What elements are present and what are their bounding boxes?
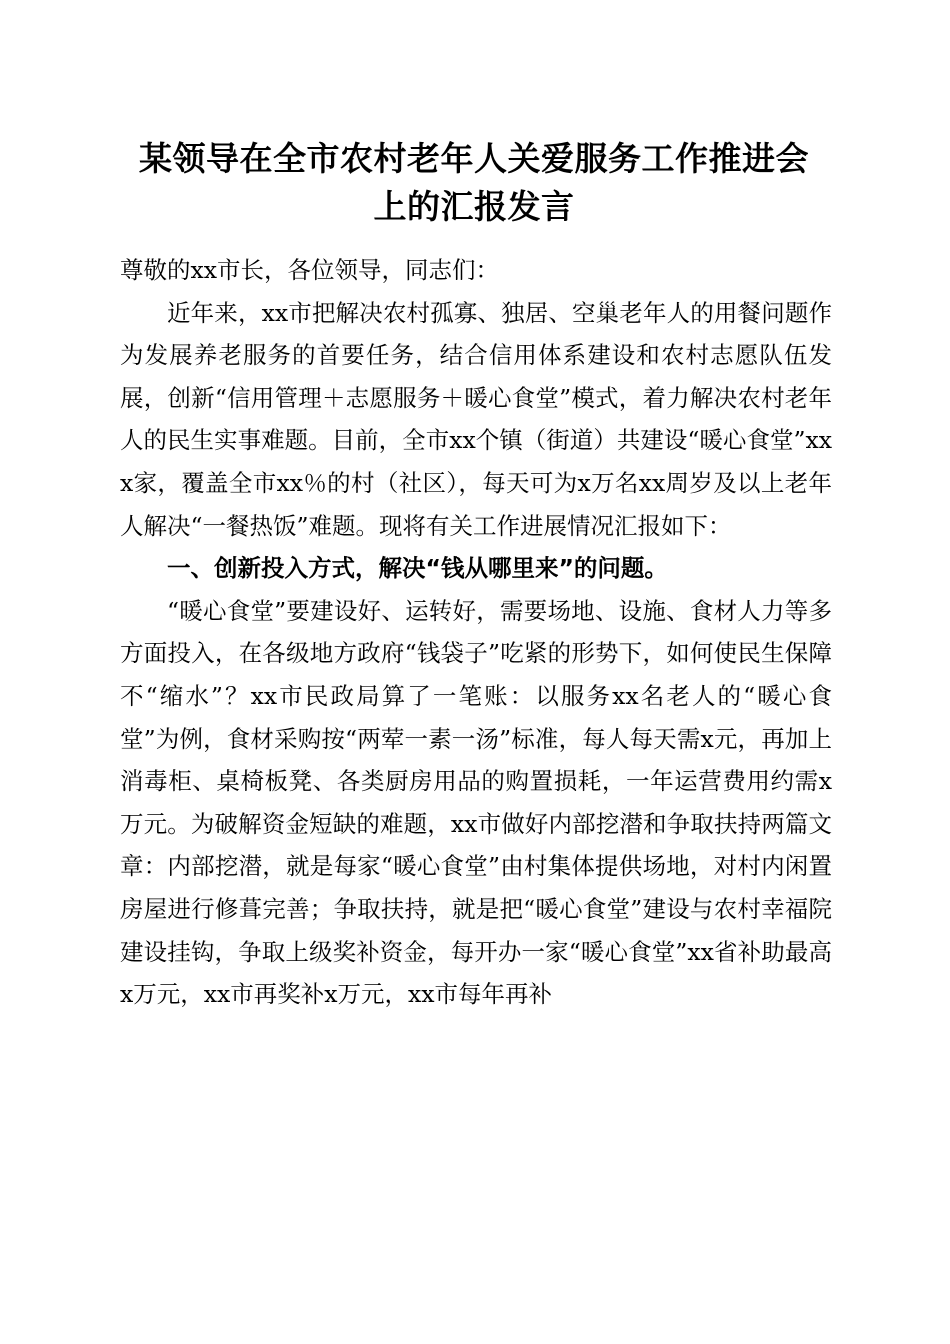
section-paragraph-1: “暖心食堂”要建设好、运转好，需要场地、设施、食材人力等多方面投入，在各级地方政府“钱袋子”吃紧的形势下，如何使民生保障不“缩水”？xx市民政局算了一笔账：以服务xx名老人的“暖心食堂”为例，食材采购按“两荤一素一汤”标准，每人每天需x元，再加上消毒柜、桌椅板凳、各类厨房用品的购置损耗，一年运营费用约需x万元。为破解资金短缺的难题，xx市做好内部挖潜和争取扶持两篇文章：内部挖潜，就是每家“暖心食堂”由村集体提供场地，对村内闲置房屋进行修葺完善；争取扶持，就是把“暖心食堂”建设与农村幸福院建设挂钩，争取上级奖补资金，每开办一家“暖心食堂”xx省补助最高x万元，xx市再奖补x万元，xx市每年再补 <box>120 596 832 1009</box>
title-line-2: 上的汇报发言 <box>373 187 575 226</box>
intro-paragraph: 近年来，xx市把解决农村孤寡、独居、空巢老年人的用餐问题作为发展养老服务的首要任务，结合信用体系建设和农村志愿队伍发展，创新“信用管理＋志愿服务＋暖心食堂”模式，着力解决农村老年人的民生实事难题。目前，全市xx个镇（街道）共建设“暖心食堂”xxx家，覆盖全市xx％的村（社区），每天可为x万名xx周岁及以上老年人解决“一餐热饭”难题。现将有关工作进展情况汇报如下： <box>120 298 832 540</box>
salutation: 尊敬的xx市长，各位领导，同志们： <box>120 256 500 284</box>
document-body <box>120 249 832 1016</box>
title-line-1: 某领导在全市农村老年人关爱服务工作推进会 <box>139 139 809 178</box>
section-heading-1: 一、创新投入方式，解决“钱从哪里来”的问题。 <box>167 554 668 583</box>
document-title <box>118 135 830 231</box>
